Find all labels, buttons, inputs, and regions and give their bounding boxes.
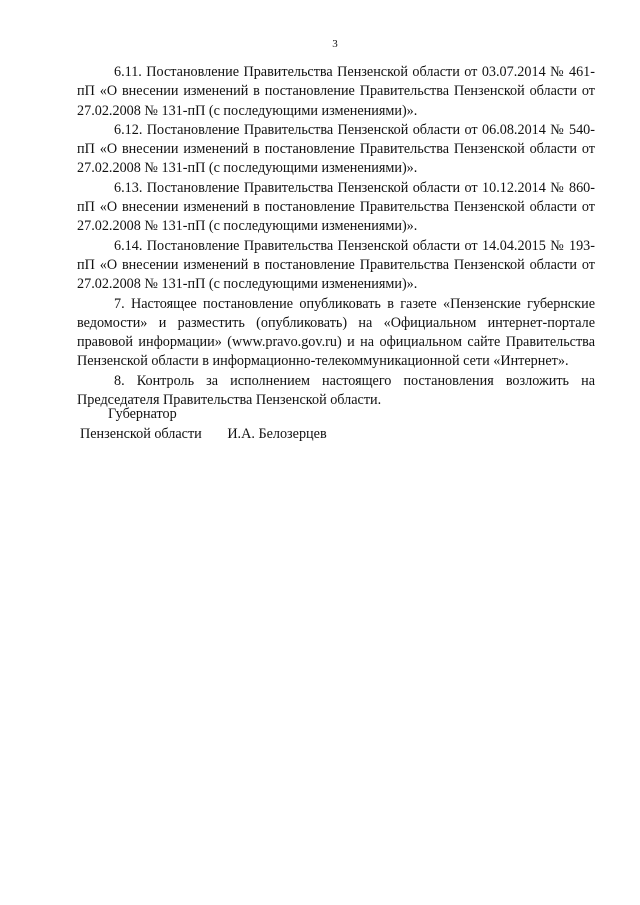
paragraph-6-12: 6.12. Постановление Правительства Пензенской области от 06.08.2014 № 540-пП «О внесении изменений в постановление Правительства Пензенской области от 27.02.2008 № 131-пП (с последующими изменениями)».: [77, 121, 595, 177]
paragraph-8: 8. Контроль за исполнением настоящего постановления возложить на Председателя Правительства Пензенской области.: [77, 372, 595, 409]
page-number: 3: [332, 38, 338, 50]
paragraph-7: 7. Настоящее постановление опубликовать в газете «Пензенские губернские ведомости» и разместить (опубликовать) на «Официальном интернет-портале правовой информации» (www.pravo.gov.ru) и на официальном сайте Правительства Пензенской области в информационно-телекоммуникационной сети «Интернет».: [77, 295, 595, 370]
signatory-name: И.А. Белозерцев: [227, 425, 327, 442]
paragraph-6-11: 6.11. Постановление Правительства Пензенской области от 03.07.2014 № 461-пП «О внесении изменений в постановление Правительства Пензенской области от 27.02.2008 № 131-пП (с последующими изменениями)».: [77, 64, 595, 119]
paragraph-6-14: 6.14. Постановление Правительства Пензенской области от 14.04.2015 № 193-пП «О внесении изменений в постановление Правительства Пензенской области от 27.02.2008 № 131-пП (с последующими изменениями)».: [77, 237, 595, 293]
signature-block: [80, 405, 440, 444]
document-body: [77, 63, 595, 410]
signature-region: Пензенской области: [80, 425, 202, 442]
signature-title: Губернатор: [108, 406, 177, 422]
signature-line: [80, 425, 440, 445]
paragraph-6-13: 6.13. Постановление Правительства Пензенской области от 10.12.2014 № 860-пП «О внесении изменений в постановление Правительства Пензенской области от 27.02.2008 № 131-пП (с последующими изменениями)».: [77, 179, 595, 235]
